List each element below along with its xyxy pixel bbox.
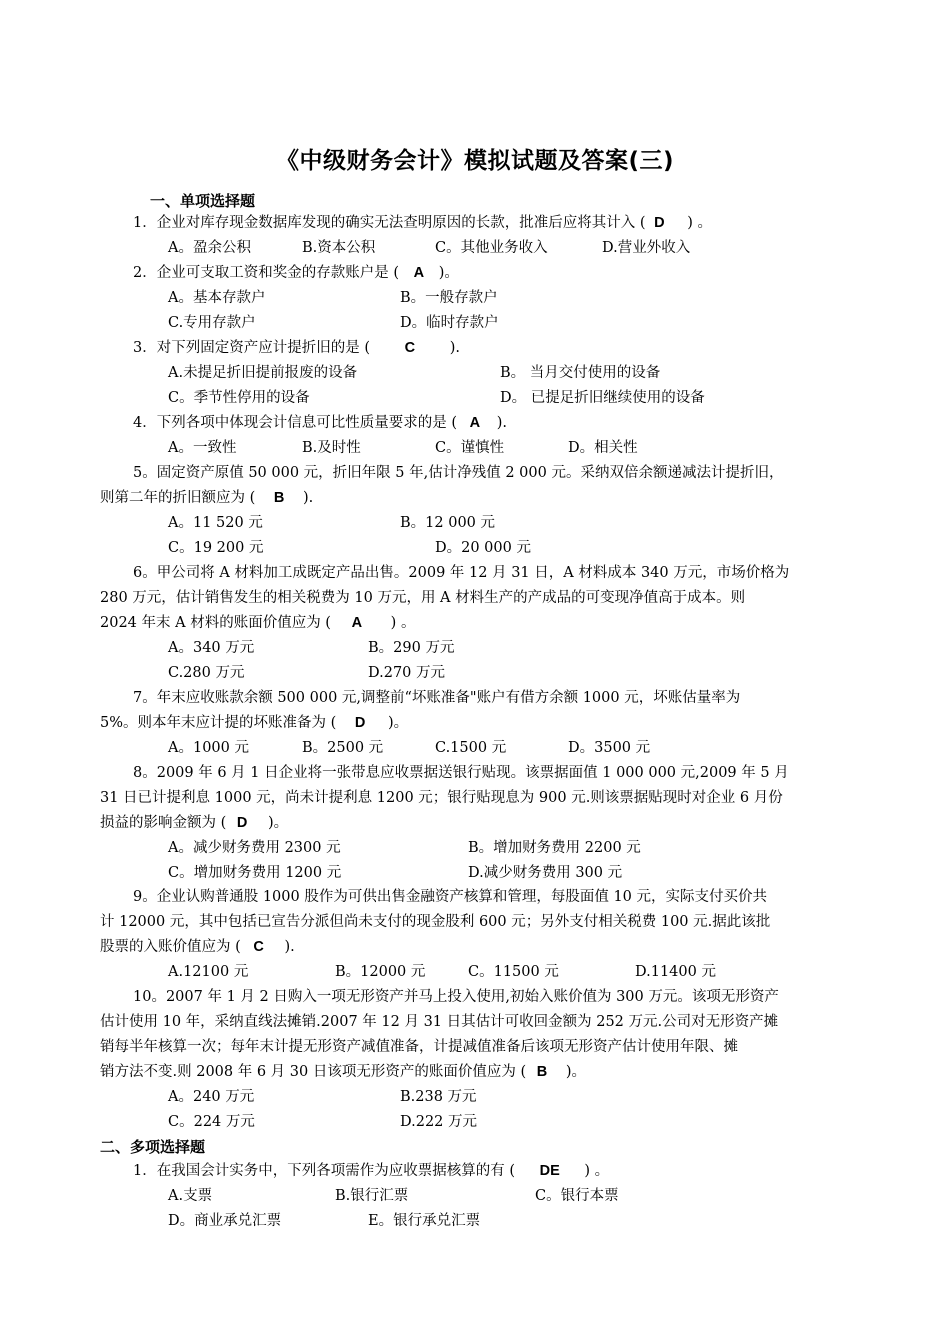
m1-option-a: A.支票 bbox=[168, 1188, 213, 1204]
question-8-text: 损益的影响金额为 ( bbox=[100, 815, 227, 831]
m1-option-b: B.银行汇票 bbox=[335, 1188, 409, 1204]
question-10 bbox=[100, 1062, 586, 1082]
q6-option-a: A。340 万元 bbox=[168, 640, 255, 656]
m1-option-c: C。银行本票 bbox=[535, 1188, 619, 1204]
question-3-tail: ). bbox=[449, 340, 460, 356]
question-5-answer: B bbox=[273, 490, 285, 506]
q6-option-d: D.270 万元 bbox=[368, 665, 446, 681]
question-1 bbox=[133, 213, 712, 233]
question-8-tail: )。 bbox=[267, 815, 289, 831]
question-1-answer: D bbox=[654, 215, 665, 231]
q1-option-a: A。盈余公积 bbox=[168, 240, 251, 256]
multi-question-1-text: 1．在我国会计实务中，下列各项需作为应收票据核算的有 ( bbox=[133, 1163, 515, 1179]
q10-option-b: B.238 万元 bbox=[400, 1089, 477, 1105]
q3-option-a: A.未提足折旧提前报废的设备 bbox=[168, 365, 358, 381]
question-9-text: 股票的入账价值应为 ( bbox=[100, 939, 241, 955]
q2-option-c: C.专用存款户 bbox=[168, 315, 256, 331]
q9-option-d: D.11400 元 bbox=[635, 964, 716, 980]
q6-option-b: B。290 万元 bbox=[368, 640, 455, 656]
q9-option-a: A.12100 元 bbox=[168, 964, 249, 980]
q7-option-b: B。2500 元 bbox=[302, 740, 384, 756]
q7-option-c: C.1500 元 bbox=[435, 740, 507, 756]
question-5 bbox=[100, 488, 313, 508]
question-3-answer: C bbox=[404, 340, 416, 356]
question-8-answer: D bbox=[236, 815, 248, 831]
q8-option-b: B。增加财务费用 2200 元 bbox=[468, 840, 641, 856]
q10-option-d: D.222 万元 bbox=[400, 1114, 478, 1130]
question-7-tail: )。 bbox=[387, 715, 409, 731]
question-10-line-2: 估计使用 10 年，采纳直线法摊销.2007 年 12 月 31 日其估计可收回金额为 252 万元.公司对无形资产摊 bbox=[100, 1014, 779, 1030]
question-10-line-1: 10。2007 年 1 月 2 日购入一项无形资产并马上投入使用,初始入账价值为 300 万元。该项无形资产 bbox=[133, 989, 779, 1005]
q3-option-c: C。季节性停用的设备 bbox=[168, 390, 310, 406]
question-10-tail: )。 bbox=[565, 1064, 586, 1080]
question-1-text: 1．企业对库存现金数据库发现的确实无法查明原因的长款，批准后应将其计入 ( bbox=[133, 215, 646, 231]
question-9-line-2: 计 12000 元，其中包括已宣告分派但尚未支付的现金股利 600 元；另外支付相关税费 100 元.据此该批 bbox=[100, 914, 771, 930]
question-9-answer: C bbox=[253, 939, 264, 955]
question-8 bbox=[100, 813, 288, 833]
q4-option-b: B.及时性 bbox=[302, 440, 361, 456]
question-2-answer: A bbox=[413, 265, 425, 281]
q4-option-c: C。谨慎性 bbox=[435, 440, 505, 456]
question-2-tail: )。 bbox=[438, 265, 459, 281]
question-7-line-1: 7。年末应收账款余额 500 000 元,调整前“坏账准备"账户有借方余额 1000 元，坏账估量率为 bbox=[133, 690, 741, 706]
document-title: 《中级财务会计》模拟试题及答案(三) bbox=[275, 148, 675, 174]
q4-option-a: A。一致性 bbox=[168, 440, 237, 456]
q2-option-b: B。一般存款户 bbox=[400, 290, 498, 306]
section-heading-single-choice: 一、单项选择题 bbox=[150, 192, 256, 210]
question-8-line-2: 31 日已计提利息 1000 元，尚未计提利息 1200 元；银行贴现息为 900 元.则该票据贴现时对企业 6 月份 bbox=[100, 790, 783, 806]
question-7-text: 5%。则本年末应计提的坏账准备为 ( bbox=[100, 715, 337, 731]
q7-option-a: A。1000 元 bbox=[168, 740, 249, 756]
question-5-text: 则第二年的折旧额应为 ( bbox=[100, 490, 256, 506]
q1-option-d: D.营业外收入 bbox=[602, 240, 691, 256]
question-7-answer: D bbox=[354, 715, 366, 731]
question-3 bbox=[133, 338, 460, 358]
question-4 bbox=[133, 413, 507, 433]
question-6-line-2: 280 万元，估计销售发生的相关税费为 10 万元，用 A 材料生产的产成品的可变现净值高于成本。则 bbox=[100, 590, 746, 606]
q10-option-a: A。240 万元 bbox=[168, 1089, 255, 1105]
multi-question-1 bbox=[133, 1161, 609, 1181]
question-10-line-3: 销每半年核算一次；每年末计提无形资产减值准备，计提减值准备后该项无形资产估计使用年限、摊 bbox=[100, 1039, 738, 1055]
q2-option-a: A。基本存款户 bbox=[168, 290, 266, 306]
question-2 bbox=[133, 263, 459, 283]
q8-option-c: C。增加财务费用 1200 元 bbox=[168, 865, 342, 881]
q5-option-a: A。11 520 元 bbox=[168, 515, 263, 531]
question-2-text: 2．企业可支取工资和奖金的存款账户是 ( bbox=[133, 265, 399, 281]
question-6-answer: A bbox=[351, 615, 363, 631]
q7-option-d: D。3500 元 bbox=[568, 740, 651, 756]
q6-option-c: C.280 万元 bbox=[168, 665, 245, 681]
q9-option-b: B。12000 元 bbox=[335, 964, 426, 980]
question-5-line-1: 5。固定资产原值 50 000 元，折旧年限 5 年,估计净残值 2 000 元。采纳双倍余额递减法计提折旧， bbox=[133, 465, 784, 481]
q9-option-c: C。11500 元 bbox=[468, 964, 559, 980]
question-8-line-1: 8。2009 年 6 月 1 日企业将一张带息应收票据送银行贴现。该票据面值 1 000 000 元,2009 年 5 月 bbox=[133, 765, 789, 781]
q4-option-d: D。相关性 bbox=[568, 440, 638, 456]
q5-option-d: D。20 000 元 bbox=[435, 540, 531, 556]
question-9-line-1: 9。企业认购普通股 1000 股作为可供出售金融资产核算和管理，每股面值 10 元，实际支付买价共 bbox=[133, 889, 768, 905]
question-3-text: 3．对下列固定资产应计提折旧的是 ( bbox=[133, 340, 370, 356]
question-5-tail: ). bbox=[302, 490, 314, 506]
question-6-text: 2024 年末 A 材料的账面价值应为 ( bbox=[100, 615, 331, 631]
question-6-tail: ) 。 bbox=[390, 615, 416, 631]
question-7 bbox=[100, 713, 408, 733]
q5-option-b: B。12 000 元 bbox=[400, 515, 496, 531]
multi-question-1-answer: DE bbox=[539, 1163, 560, 1179]
q8-option-d: D.减少财务费用 300 元 bbox=[468, 865, 623, 881]
m1-option-e: E。银行承兑汇票 bbox=[368, 1213, 481, 1229]
q5-option-c: C。19 200 元 bbox=[168, 540, 264, 556]
m1-option-d: D。商业承兑汇票 bbox=[168, 1213, 282, 1229]
question-4-answer: A bbox=[469, 415, 481, 431]
question-10-answer: B bbox=[536, 1064, 548, 1080]
question-1-tail: ) 。 bbox=[687, 215, 712, 231]
question-4-text: 4．下列各项中体现会计信息可比性质量要求的是 ( bbox=[133, 415, 457, 431]
question-10-text: 销方法不变.则 2008 年 6 月 30 日该项无形资产的账面价值应为 ( bbox=[100, 1064, 527, 1080]
q1-option-c: C。其他业务收入 bbox=[435, 240, 548, 256]
section-heading-multiple-choice: 二、多项选择题 bbox=[100, 1138, 206, 1156]
q3-option-d: D。 已提足折旧继续使用的设备 bbox=[500, 390, 705, 406]
question-9-tail: ). bbox=[284, 939, 295, 955]
question-9 bbox=[100, 937, 295, 957]
q1-option-b: B.资本公积 bbox=[302, 240, 376, 256]
q3-option-b: B。 当月交付使用的设备 bbox=[500, 365, 661, 381]
q2-option-d: D。临时存款户 bbox=[400, 315, 499, 331]
question-6 bbox=[100, 613, 415, 633]
q8-option-a: A。减少财务费用 2300 元 bbox=[168, 840, 341, 856]
question-6-line-1: 6。甲公司将 A 材料加工成既定产品出售。2009 年 12 月 31 日，A 材料成本 340 万元，市场价格为 bbox=[133, 565, 790, 581]
multi-question-1-tail: ) 。 bbox=[584, 1163, 610, 1179]
question-4-tail: ). bbox=[496, 415, 507, 431]
q10-option-c: C。224 万元 bbox=[168, 1114, 255, 1130]
